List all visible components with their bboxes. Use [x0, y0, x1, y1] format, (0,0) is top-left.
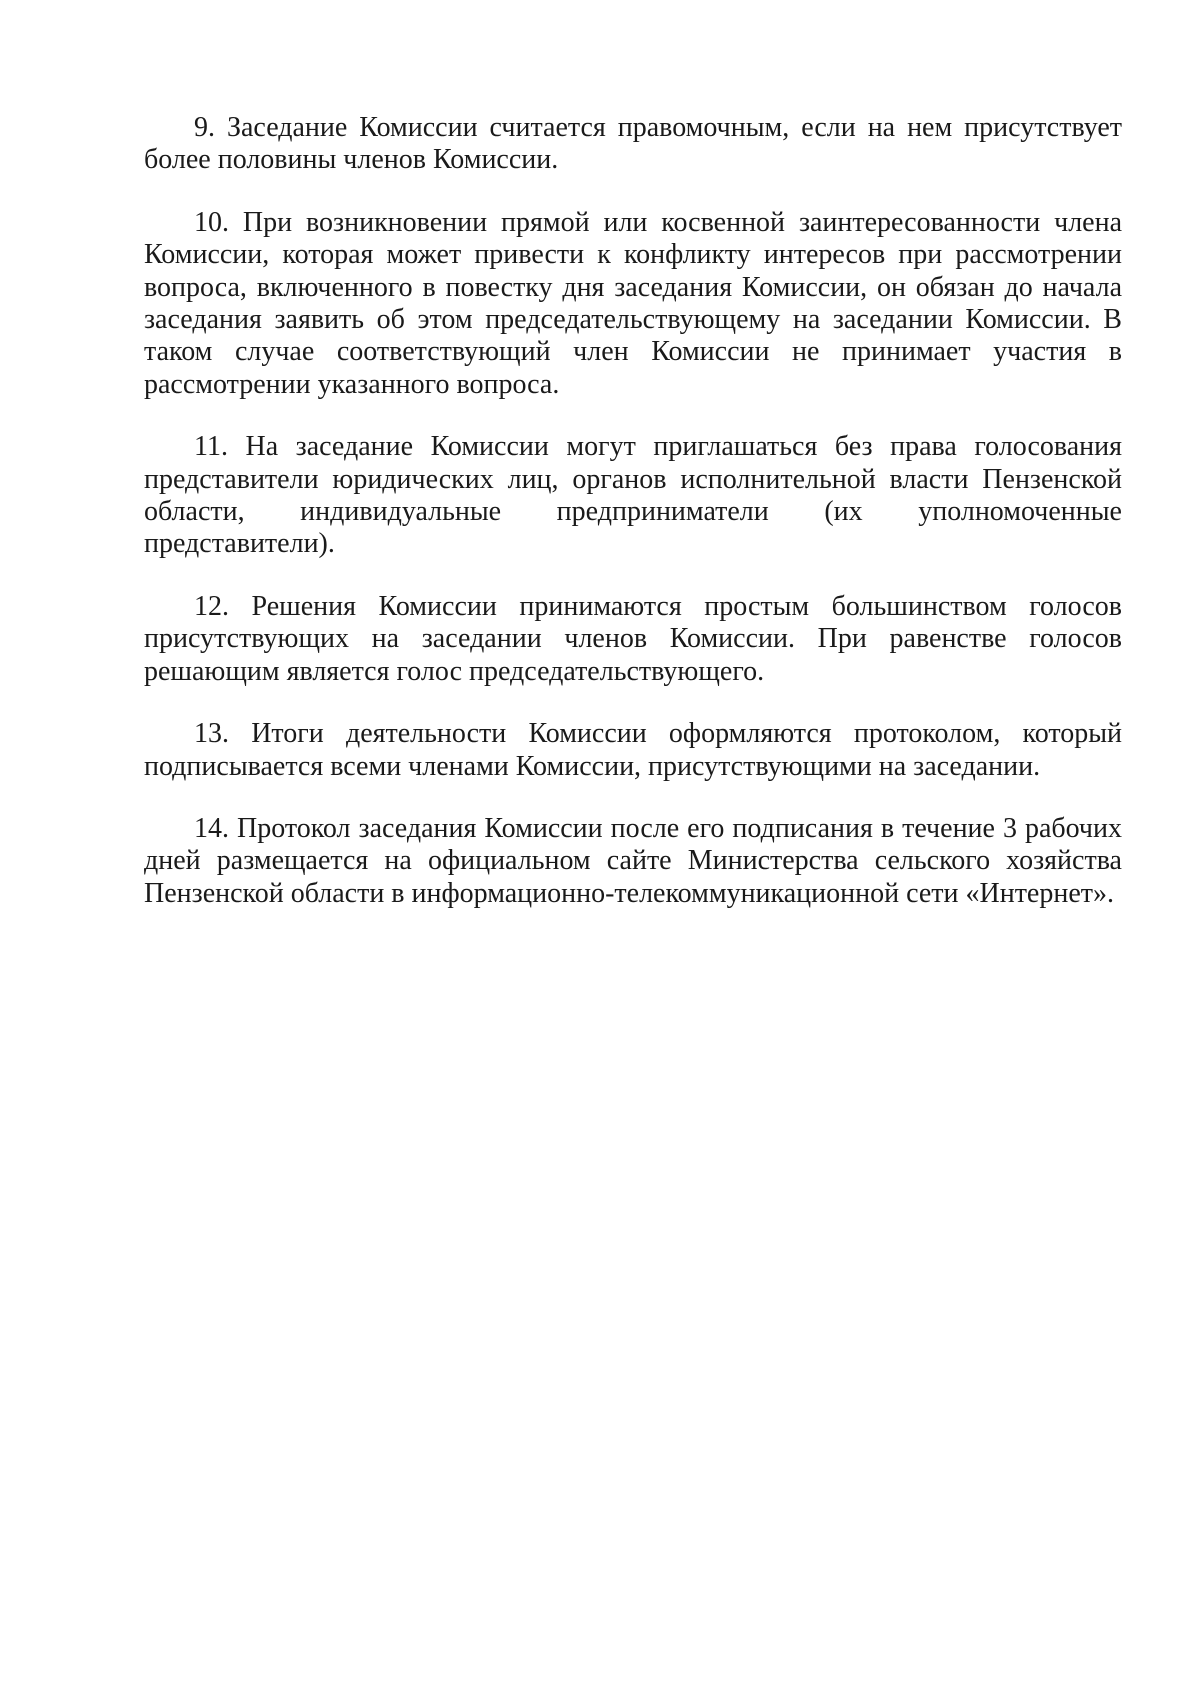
paragraph-14: 14. Протокол заседания Комиссии после его подписания в течение 3 рабочих дней размещается на официальном сайте Министерства сельского хозяйства Пензенской области в информационно-телекоммуникационной сети «Интернет».: [144, 812, 1122, 909]
paragraph-9: 9. Заседание Комиссии считается правомочным, если на нем присутствует более половины членов Комиссии.: [144, 112, 1122, 176]
paragraph-12: 12. Решения Комиссии принимаются простым большинством голосов присутствующих на заседании членов Комиссии. При равенстве голосов решающим является голос председательствующего.: [144, 590, 1122, 687]
paragraph-13: 13. Итоги деятельности Комиссии оформляются протоколом, который подписывается всеми членами Комиссии, присутствующими на заседании.: [144, 718, 1122, 782]
document-page: [144, 112, 1122, 940]
paragraph-10: 10. При возникновении прямой или косвенной заинтересованности члена Комиссии, которая может привести к конфликту интересов при рассмотрении вопроса, включенного в повестку дня заседания Комиссии, он обязан до начала заседания заявить об этом председательствующему на заседании Комиссии. В таком случае соответствующий член Комиссии не принимает участия в рассмотрении указанного вопроса.: [144, 206, 1122, 400]
paragraph-11: 11. На заседание Комиссии могут приглашаться без права голосования представители юридических лиц, органов исполнительной власти Пензенской области, индивидуальные предприниматели (их уполномоченные представители).: [144, 431, 1122, 560]
